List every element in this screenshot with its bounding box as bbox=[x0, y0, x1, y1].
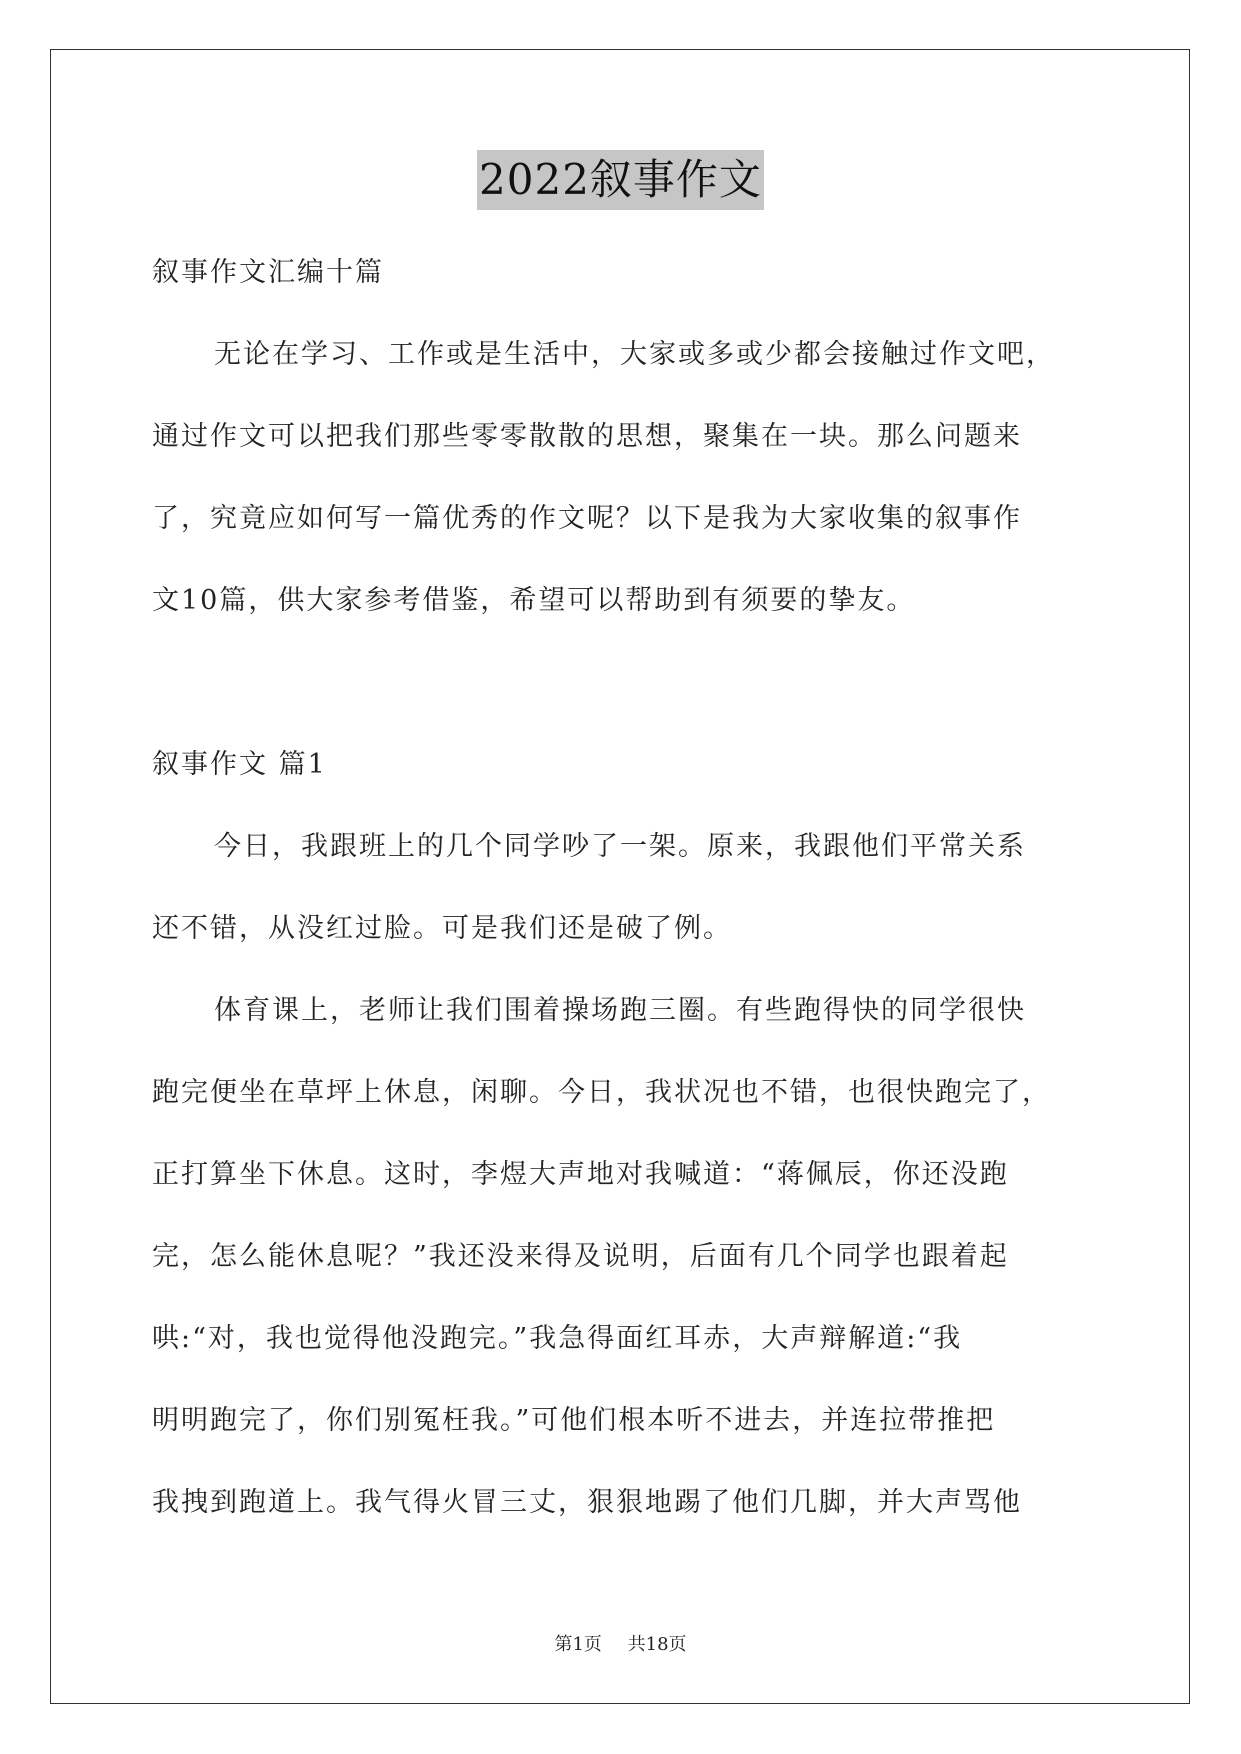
title-container bbox=[0, 150, 1241, 210]
paragraph-line: 还不错，从没红过脸。可是我们还是破了例。 bbox=[152, 913, 732, 944]
document-title: 2022叙事作文 bbox=[477, 150, 764, 210]
intro-line: 通过作文可以把我们那些零零散散的思想，聚集在一块。那么问题来 bbox=[152, 421, 1022, 452]
section-heading: 叙事作文 篇1 bbox=[152, 749, 327, 780]
page-number: 第1页 bbox=[554, 1634, 602, 1655]
paragraph-line: 正打算坐下休息。这时，李煜大声地对我喊道：“蒋佩辰，你还没跑 bbox=[152, 1159, 1009, 1190]
intro-line: 文10篇，供大家参考借鉴，希望可以帮助到有须要的挚友。 bbox=[152, 585, 916, 616]
paragraph-line: 明明跑完了，你们别冤枉我。”可他们根本听不进去，并连拉带推把 bbox=[152, 1405, 996, 1436]
paragraph-line: 跑完便坐在草坪上休息，闲聊。今日，我状况也不错，也很快跑完了， bbox=[152, 1077, 1051, 1108]
paragraph-line: 完，怎么能休息呢？”我还没来得及说明，后面有几个同学也跟着起 bbox=[152, 1241, 1009, 1272]
paragraph-line: 体育课上，老师让我们围着操场跑三圈。有些跑得快的同学很快 bbox=[214, 995, 1026, 1026]
page-total: 共18页 bbox=[627, 1634, 687, 1655]
collection-subtitle: 叙事作文汇编十篇 bbox=[152, 257, 384, 288]
intro-line: 无论在学习、工作或是生活中，大家或多或少都会接触过作文吧， bbox=[214, 339, 1055, 370]
paragraph-line: 我拽到跑道上。我气得火冒三丈，狠狠地踢了他们几脚，并大声骂他 bbox=[152, 1487, 1022, 1518]
intro-line: 了，究竟应如何写一篇优秀的作文呢？以下是我为大家收集的叙事作 bbox=[152, 503, 1022, 534]
spacer bbox=[152, 642, 1092, 724]
page-footer bbox=[0, 1630, 1241, 1656]
paragraph-line: 今日，我跟班上的几个同学吵了一架。原来，我跟他们平常关系 bbox=[214, 831, 1026, 862]
paragraph-line: 哄:“对，我也觉得他没跑完。”我急得面红耳赤，大声辩解道:“我 bbox=[152, 1323, 963, 1354]
document-body bbox=[152, 232, 1092, 1544]
